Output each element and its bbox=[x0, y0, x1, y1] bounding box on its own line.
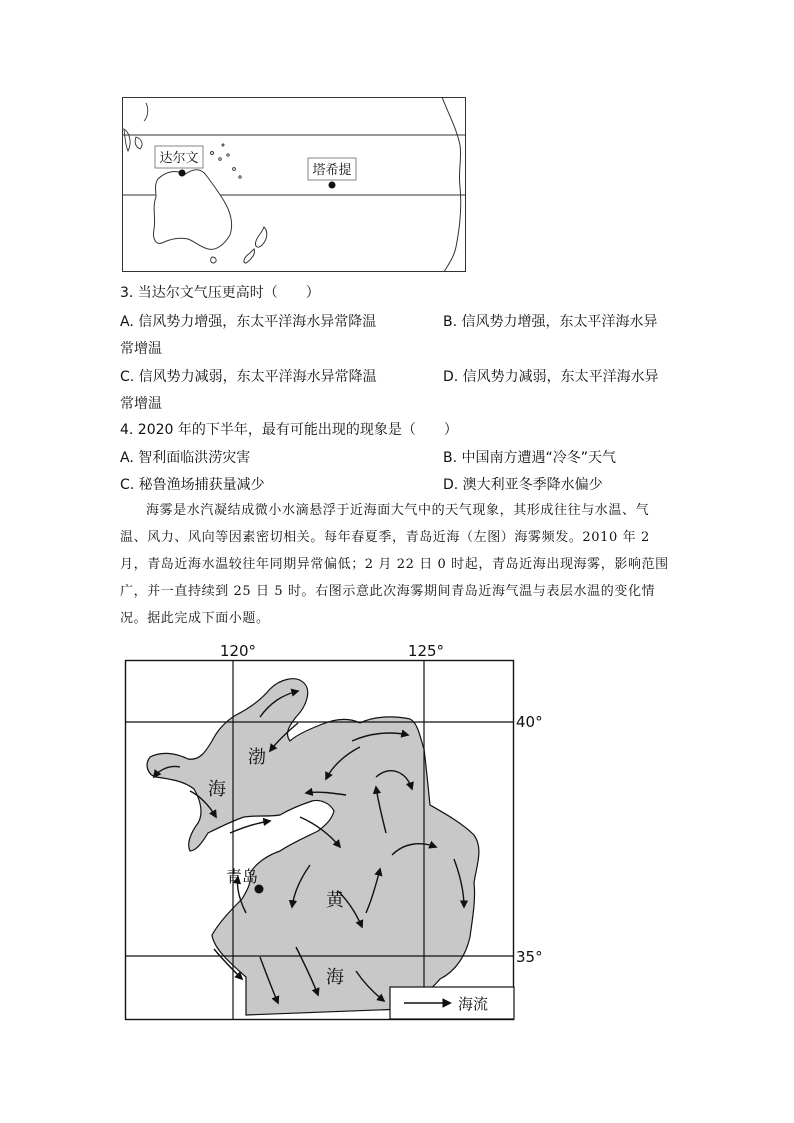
lon-125-label: 125° bbox=[407, 642, 445, 660]
q3-option-a: A. 信风势力增强，东太平洋海水异常降温 bbox=[120, 314, 377, 330]
yellow-sea-label-2: 海 bbox=[326, 967, 344, 988]
tahiti-label: 塔希提 bbox=[312, 163, 352, 178]
q3-option-d: D. 信风势力减弱，东太平洋海水异 bbox=[443, 369, 659, 385]
lat-40-label: 40° bbox=[516, 713, 543, 731]
question-4-stem: 4. 2020 年的下半年，最有可能出现的现象是（ ） bbox=[120, 422, 458, 438]
q3-option-c: C. 信风势力减弱，东太平洋海水异常降温 bbox=[120, 369, 377, 385]
legend-label: 海流 bbox=[458, 995, 489, 1013]
pacific-map bbox=[122, 97, 466, 273]
question-3-stem: 3. 当达尔文气压更高时（ ） bbox=[120, 285, 320, 301]
sea-area bbox=[147, 679, 479, 1015]
q3-option-b: B. 信风势力增强，东太平洋海水异 bbox=[443, 314, 658, 330]
bohai-label-2: 海 bbox=[208, 779, 226, 800]
qingdao-marker bbox=[255, 885, 264, 894]
yellow-sea-label-1: 黄 bbox=[326, 890, 344, 911]
darwin-label: 达尔文 bbox=[159, 151, 199, 166]
q3-option-b-cont: 常增温 bbox=[120, 341, 162, 357]
darwin-marker bbox=[179, 170, 186, 177]
yellow-sea-map bbox=[120, 637, 550, 1025]
qingdao-label: 青岛 bbox=[225, 867, 259, 886]
q4-option-d: D. 澳大利亚冬季降水偏少 bbox=[443, 477, 603, 493]
q4-option-a: A. 智利面临洪涝灾害 bbox=[120, 450, 251, 466]
lon-120-label: 120° bbox=[219, 642, 257, 660]
q4-option-c: C. 秘鲁渔场捕获量减少 bbox=[120, 477, 265, 493]
sea-fog-passage: 海雾是水汽凝结成微小水滴悬浮于近海面大气中的天气现象，其形成往往与水温、气温、风力、风向等因素密切相关。每年春夏季，青岛近海（左图）海雾频发。2010 年 2 月，青岛近海水温较往年同期异常偏低；2 月 22 日 0 时起，青岛近海出现海雾，影响范围广，并一直持续到 25 日 5 时。右图示意此次海雾期间青岛近海气温与表层水温的变化情况。据此完成下面小题。 bbox=[120, 503, 669, 626]
q4-option-b: B. 中国南方遭遇“冷冬”天气 bbox=[443, 450, 617, 466]
bohai-label-1: 渤 bbox=[248, 747, 266, 768]
tahiti-marker bbox=[329, 182, 336, 189]
q3-option-d-cont: 常增温 bbox=[120, 396, 162, 412]
lat-35-label: 35° bbox=[516, 948, 543, 966]
